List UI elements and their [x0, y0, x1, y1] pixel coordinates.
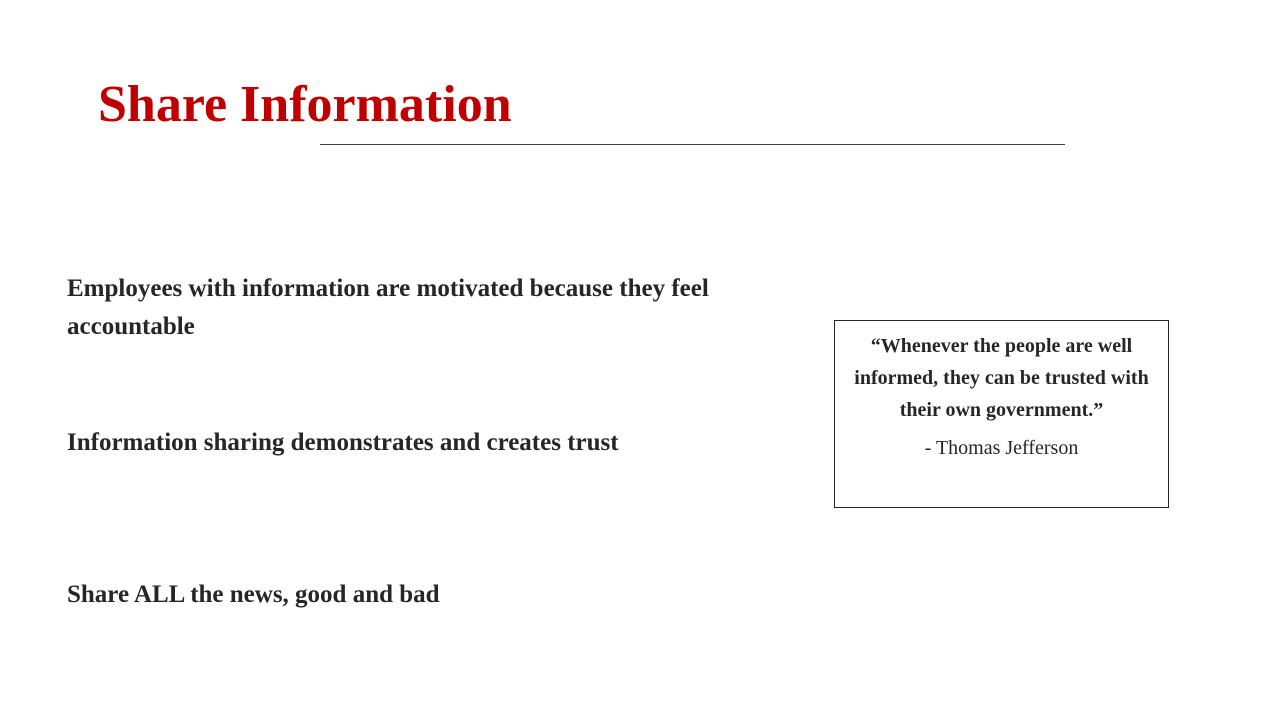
quote-box: [834, 320, 1169, 508]
quote-text: “Whenever the people are well informed, they can be trusted with their own government.”: [854, 335, 1149, 421]
bullet-share-news: Share ALL the news, good and bad: [67, 581, 440, 608]
bullet-trust: Information sharing demonstrates and creates trust: [67, 429, 619, 456]
quote-author: - Thomas Jefferson: [924, 437, 1079, 459]
bullet-motivation: Employees with information are motivated because they feel accountable: [67, 275, 709, 340]
title-underline: [320, 144, 1065, 145]
slide-title: Share Information: [98, 76, 512, 133]
